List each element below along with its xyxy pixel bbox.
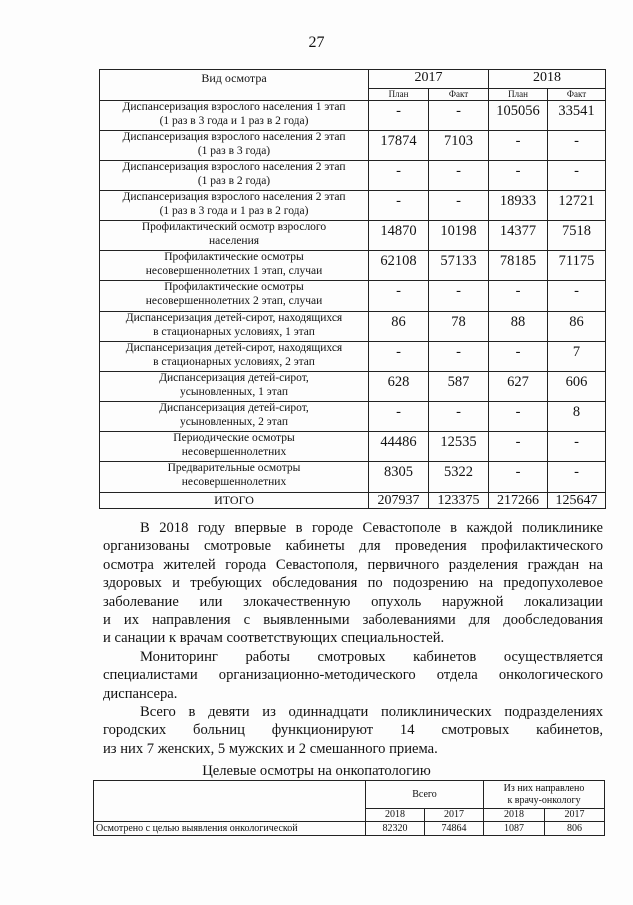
- row-label: [100, 161, 369, 191]
- row-value: -: [489, 131, 548, 161]
- row-label-line2: (1 раз в 3 года): [197, 144, 271, 157]
- row-value: 12721: [548, 191, 606, 221]
- table-row: [100, 432, 606, 462]
- row-value: 78: [429, 312, 489, 342]
- paragraph-line: В 2018 году впервые в городе Севастополе в каждой поликлинике: [140, 520, 603, 536]
- row-value: 1087: [484, 822, 545, 836]
- table-row: [100, 402, 606, 432]
- row-value: 17874: [369, 131, 429, 161]
- row-value: 33541: [548, 101, 606, 131]
- row-label-line2: населения: [208, 234, 260, 247]
- row-value: 105056: [489, 101, 548, 131]
- table-row: [100, 161, 606, 191]
- paragraph-line: и их направления с выявленными заболеваниями для дообследования: [103, 612, 603, 629]
- row-label-line1: Диспансеризация детей-сирот, находящихся: [125, 342, 343, 354]
- paragraph-count: [103, 703, 603, 758]
- year-2017-header: 2017: [369, 70, 489, 89]
- oncology-screening-table: [93, 780, 605, 836]
- table-row: [100, 101, 606, 131]
- row-value: -: [548, 131, 606, 161]
- row-value: 14870: [369, 221, 429, 251]
- row-label-line1: Диспансеризация взрослого населения 2 этап: [122, 161, 346, 173]
- row-value: 7103: [429, 131, 489, 161]
- row-label-line1: Профилактические осмотры: [164, 251, 304, 263]
- row-label-line2: усыновленных, 2 этап: [180, 415, 288, 428]
- row-value: 7518: [548, 221, 606, 251]
- row-value: 8: [548, 402, 606, 432]
- row-value: -: [429, 402, 489, 432]
- row-value: 12535: [429, 432, 489, 462]
- row-value: -: [548, 462, 606, 493]
- row-value: 82320: [366, 822, 425, 836]
- paragraph-line: городских больниц функционируют 14 смотровых кабинетов,: [103, 722, 603, 739]
- row-label-line2: усыновленных, 1 этап: [180, 385, 288, 398]
- header-label: Вид осмотра: [100, 70, 369, 101]
- row-value: -: [429, 342, 489, 372]
- row-label-line1: Диспансеризация взрослого населения 2 этап: [122, 191, 346, 203]
- row-label-line1: Профилактический осмотр взрослого: [141, 221, 327, 233]
- row-label-line2: в стационарных условиях, 1 этап: [153, 325, 315, 338]
- row-label: [100, 342, 369, 372]
- row-value: 57133: [429, 251, 489, 281]
- row-value: 628: [369, 372, 429, 402]
- subheader-plan: План: [489, 89, 548, 101]
- table2-caption: Целевые осмотры на онкопатологию: [202, 763, 431, 779]
- row-label: [100, 312, 369, 342]
- row-value: -: [548, 281, 606, 312]
- row-value: -: [429, 281, 489, 312]
- row-label: [100, 251, 369, 281]
- paragraph-screening-rooms: [103, 519, 603, 648]
- row-value: 8305: [369, 462, 429, 493]
- total-value: 217266: [489, 493, 548, 509]
- row-value: -: [489, 402, 548, 432]
- row-value: 606: [548, 372, 606, 402]
- paragraph-line: и санации к врачам соответствующих специальностей.: [103, 630, 445, 647]
- paragraph-line: заболевание или злокачественную опухоль наружной локализации: [103, 593, 603, 610]
- row-value: -: [369, 101, 429, 131]
- table-row: [100, 281, 606, 312]
- row-label-line1: Периодические осмотры: [173, 432, 295, 444]
- row-value: -: [489, 462, 548, 493]
- table-row: [100, 251, 606, 281]
- row-value: -: [429, 101, 489, 131]
- row-value: 86: [369, 312, 429, 342]
- row-value: 14377: [489, 221, 548, 251]
- row-label: [100, 221, 369, 251]
- table-row: [100, 372, 606, 402]
- row-value: 62108: [369, 251, 429, 281]
- row-label-line2: в стационарных условиях, 2 этап: [153, 355, 315, 368]
- paragraph-line: диспансера.: [103, 685, 178, 702]
- total-value: 207937: [369, 493, 429, 509]
- row-value: -: [429, 161, 489, 191]
- row-value: 627: [489, 372, 548, 402]
- col-all-header: Всего: [366, 781, 484, 809]
- year-cell: 2018: [366, 809, 425, 822]
- row-label-line1: Диспансеризация детей-сирот, находящихся: [125, 312, 343, 324]
- row-value: -: [369, 281, 429, 312]
- row-value: 587: [429, 372, 489, 402]
- row-value: -: [369, 191, 429, 221]
- row-label-line1: Диспансеризация взрослого населения 1 этап: [122, 101, 346, 113]
- row-value: -: [489, 342, 548, 372]
- row-value: 86: [548, 312, 606, 342]
- row-value: -: [489, 281, 548, 312]
- row-label: Осмотрено с целью выявления онкологической: [94, 822, 366, 836]
- row-label-line1: Диспансеризация детей-сирот,: [159, 402, 309, 414]
- table-row: [100, 221, 606, 251]
- total-value: 123375: [429, 493, 489, 509]
- row-label: [100, 462, 369, 493]
- page-number: 27: [308, 34, 325, 51]
- col-referred-header: [484, 781, 605, 809]
- table-row: [100, 312, 606, 342]
- row-value: 10198: [429, 221, 489, 251]
- table-row: [100, 131, 606, 161]
- row-label: [100, 131, 369, 161]
- row-label-line2: несовершеннолетних: [181, 445, 287, 458]
- year-cell: 2017: [425, 809, 484, 822]
- paragraph-line: из них 7 женских, 5 мужских и 2 смешанного приема.: [103, 740, 438, 757]
- row-label-line1: Диспансеризация детей-сирот,: [159, 372, 309, 384]
- year-cell: 2017: [545, 809, 605, 822]
- paragraph-line: здоровых и требующих обследования по подозрению на предопухолевое: [103, 575, 603, 592]
- row-value: -: [489, 161, 548, 191]
- row-value: 88: [489, 312, 548, 342]
- row-value: 7: [548, 342, 606, 372]
- row-label: [100, 281, 369, 312]
- paragraph-line: специалистами организационно-методического отдела онкологического: [103, 667, 603, 684]
- year-2018-header: 2018: [489, 70, 606, 89]
- table-row: [100, 342, 606, 372]
- row-label: [100, 101, 369, 131]
- table-body: [100, 101, 606, 493]
- row-label-line2: несовершеннолетних 2 этап, случаи: [145, 294, 323, 307]
- empty-header-cell: [94, 781, 366, 822]
- paragraph-line: организованы смотровые кабинеты для проведения профилактического: [103, 538, 603, 555]
- row-value: 5322: [429, 462, 489, 493]
- row-label-line2: несовершеннолетних 1 этап, случаи: [145, 264, 323, 277]
- row-value: -: [548, 161, 606, 191]
- row-value: -: [489, 432, 548, 462]
- row-value: 44486: [369, 432, 429, 462]
- paragraph-line: Всего в девяти из одиннадцати поликлинических подразделениях: [140, 704, 603, 720]
- row-label-line1: Диспансеризация взрослого населения 2 этап: [122, 131, 346, 143]
- subheader-plan: План: [369, 89, 429, 101]
- subheader-fact: Факт: [548, 89, 606, 101]
- row-value: 71175: [548, 251, 606, 281]
- row-value: -: [369, 161, 429, 191]
- table-row: [100, 191, 606, 221]
- paragraph-monitoring: [103, 648, 603, 703]
- row-label-line2: (1 раз в 3 года и 1 раз в 2 года): [159, 204, 309, 217]
- row-label-line2: несовершеннолетних: [181, 475, 287, 488]
- total-label: ИТОГО: [100, 493, 369, 509]
- examinations-table: [99, 69, 606, 509]
- row-value: -: [548, 432, 606, 462]
- row-label-line2: (1 раз в 3 года и 1 раз в 2 года): [159, 114, 309, 127]
- row-value: 74864: [425, 822, 484, 836]
- row-label: [100, 372, 369, 402]
- col-referred-line2: к врачу-онкологу: [507, 794, 581, 806]
- row-value: -: [369, 402, 429, 432]
- row-value: 806: [545, 822, 605, 836]
- row-label-line2: (1 раз в 2 года): [197, 174, 271, 187]
- total-value: 125647: [548, 493, 606, 509]
- subheader-fact: Факт: [429, 89, 489, 101]
- table-row: [100, 462, 606, 493]
- row-label: [100, 432, 369, 462]
- paragraph-line: осмотра жителей города Севастополя, первичного разделения граждан на: [103, 556, 603, 573]
- row-value: -: [369, 342, 429, 372]
- row-label-line1: Предварительные осмотры: [167, 462, 301, 474]
- row-value: 78185: [489, 251, 548, 281]
- total-row: [100, 493, 606, 509]
- row-label: [100, 402, 369, 432]
- paragraph-line: Мониторинг работы смотровых кабинетов осуществляется: [140, 649, 603, 665]
- row-value: 18933: [489, 191, 548, 221]
- row-label: [100, 191, 369, 221]
- row-label-line1: Профилактические осмотры: [164, 281, 304, 293]
- row-value: -: [429, 191, 489, 221]
- year-cell: 2018: [484, 809, 545, 822]
- col-referred-line1: Из них направлено: [503, 782, 585, 794]
